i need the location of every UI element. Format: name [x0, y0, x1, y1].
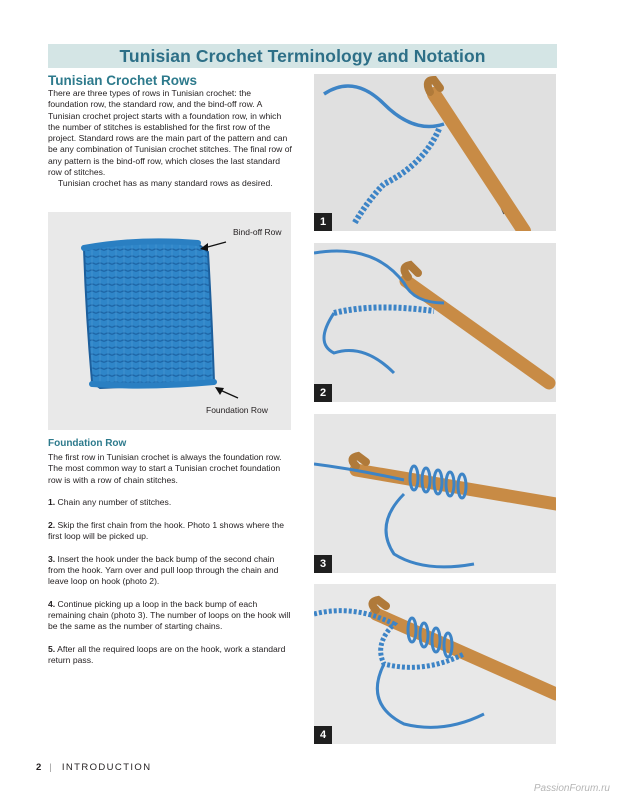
- title-band: [48, 44, 557, 68]
- crochet-photo-3-image: [314, 414, 556, 573]
- step-3: 3. Insert the hook under the back bump of the second chain from the hook. Yarn over and pull loop through the chain and leave loop on hook (photo 2).: [48, 553, 279, 587]
- bind-off-label: Bind-off Row: [233, 227, 282, 237]
- photo-badge-4: 4: [314, 726, 332, 744]
- intro-section: [48, 73, 293, 190]
- photo-1: [314, 74, 556, 231]
- section-heading: Tunisian Crochet Rows: [48, 73, 198, 88]
- step-4: 4. Continue picking up a loop in the back bump of each remaining chain (photo 3). The number of loops on the hook will be the same as the number of starting chains.: [48, 598, 291, 632]
- chapter-name: INTRODUCTION: [61, 762, 152, 773]
- photo-2: [314, 243, 556, 402]
- photo-badge-3: 3: [314, 555, 332, 573]
- crochet-photo-2-image: [314, 243, 556, 402]
- step-1: 1. Chain any number of stitches.: [48, 497, 172, 508]
- photo-badge-1: 1: [314, 213, 332, 231]
- crochet-photo-1-image: [314, 74, 556, 231]
- knitted-swatch-image: [48, 212, 291, 430]
- swatch-figure: [48, 212, 291, 430]
- foundation-label: Foundation Row: [206, 405, 268, 415]
- photo-3: [314, 414, 556, 573]
- step-2: 2. Skip the first chain from the hook. Photo 1 shows where the first loop will be picked up.: [48, 519, 284, 542]
- intro-paragraph-2: Tunisian crochet has as many standard rows as desired.: [58, 178, 273, 189]
- page-number: 2: [36, 762, 42, 773]
- intro-paragraph: There are three types of rows in Tunisian crochet: the foundation row, the standard row, and the bind-off row. A Tunisian crochet project starts with a foundation row, in which the number of stitches is established for the first row of the project. Standard rows are the main part of the pattern and can be any combination of Tunisian crochet stitches. The final row of any pattern is the bind-off row, which closes the last standard row of stitches.: [48, 88, 292, 178]
- page-title: Tunisian Crochet Terminology and Notation: [119, 45, 486, 66]
- footer-divider: |: [49, 762, 52, 773]
- photo-badge-2: 2: [314, 384, 332, 402]
- crochet-photo-4-image: [314, 584, 556, 744]
- foundation-intro: The first row in Tunisian crochet is always the foundation row. The most common way to start a Tunisian crochet foundation row is with a row of chain stitches.: [48, 452, 282, 485]
- foundation-heading: Foundation Row: [48, 438, 127, 449]
- watermark: PassionForum.ru: [533, 783, 610, 794]
- page-footer: [36, 762, 152, 773]
- photo-4: [314, 584, 556, 744]
- step-5: 5. After all the required loops are on the hook, work a standard return pass.: [48, 644, 286, 666]
- foundation-steps: [48, 452, 293, 678]
